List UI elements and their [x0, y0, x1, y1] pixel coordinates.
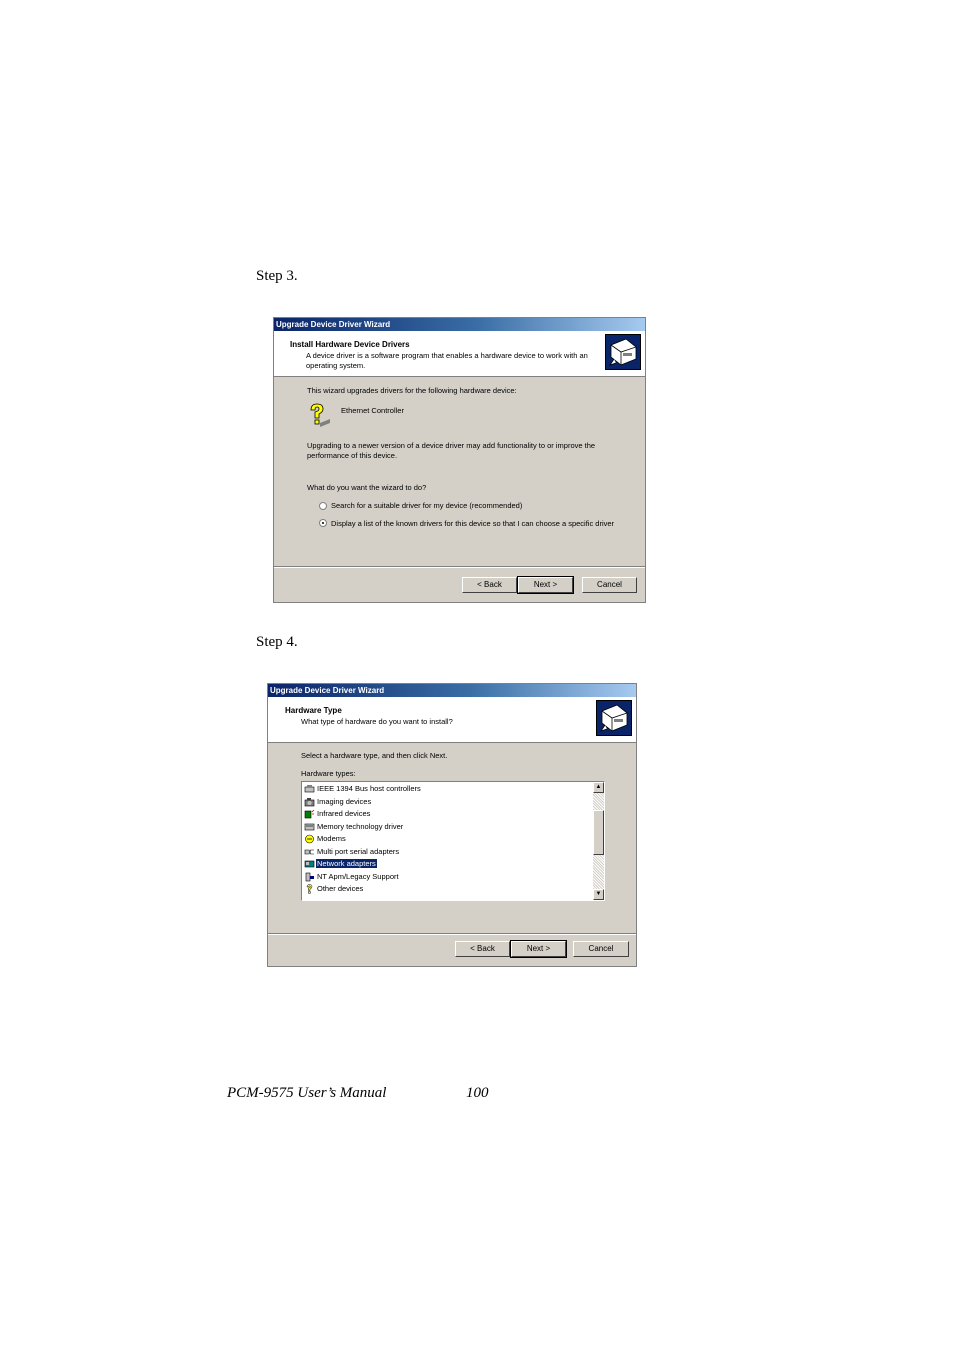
- unknown-device-icon: [307, 403, 331, 429]
- header-title: Hardware Type: [285, 706, 342, 715]
- hardware-wizard-icon: [596, 700, 632, 736]
- hardware-types-listbox[interactable]: [301, 781, 605, 901]
- back-button[interactable]: < Back: [455, 941, 510, 957]
- list-item[interactable]: Imaging devices: [304, 796, 372, 808]
- list-item[interactable]: Network adapters: [304, 858, 377, 870]
- list-item[interactable]: IEEE 1394 Bus host controllers: [304, 783, 422, 795]
- apm-icon: [304, 872, 315, 882]
- vertical-scrollbar[interactable]: [593, 782, 604, 900]
- scroll-thumb[interactable]: [593, 810, 604, 855]
- infrared-icon: [304, 809, 315, 819]
- cancel-button[interactable]: Cancel: [573, 941, 629, 957]
- list-item[interactable]: NT Apm/Legacy Support: [304, 871, 400, 883]
- display-list-radio[interactable]: [319, 519, 327, 527]
- device-name: Ethernet Controller: [341, 406, 404, 415]
- camera-icon: [304, 797, 315, 807]
- memory-card-icon: [304, 822, 315, 832]
- hardware-types-label: Hardware types:: [301, 769, 356, 778]
- list-item[interactable]: Other devices: [304, 883, 364, 895]
- next-button[interactable]: Next >: [511, 941, 566, 957]
- header-title: Install Hardware Device Drivers: [290, 340, 410, 349]
- search-driver-option-label[interactable]: Search for a suitable driver for my device (recommended): [331, 501, 523, 510]
- button-separator: [268, 933, 636, 935]
- wizard-header: [268, 697, 636, 743]
- list-item[interactable]: Modems: [304, 833, 347, 845]
- step-4-label: Step 4.: [256, 634, 298, 650]
- install-drivers-dialog: [273, 317, 646, 603]
- cancel-button[interactable]: Cancel: [582, 577, 637, 593]
- list-item[interactable]: Multi port serial adapters: [304, 846, 400, 858]
- ieee1394-icon: [304, 784, 315, 794]
- list-item[interactable]: Memory technology driver: [304, 821, 404, 833]
- modem-icon: [304, 834, 315, 844]
- page-number: 100: [466, 1085, 489, 1101]
- list-item[interactable]: Infrared devices: [304, 808, 371, 820]
- upgrade-note: Upgrading to a newer version of a device driver may add functionality to or improve the performance of this device.: [307, 441, 596, 460]
- header-subtitle: A device driver is a software program that enables a hardware device to work with an operating system.: [306, 351, 588, 370]
- hardware-wizard-icon: [605, 334, 641, 370]
- dialog-titlebar[interactable]: Upgrade Device Driver Wizard: [274, 318, 645, 331]
- search-driver-radio[interactable]: [319, 502, 327, 510]
- hardware-type-dialog: [267, 683, 637, 967]
- scroll-up-icon[interactable]: ▲: [593, 782, 604, 793]
- next-button[interactable]: Next >: [518, 577, 573, 593]
- question-icon: [304, 884, 315, 894]
- dialog-titlebar[interactable]: Upgrade Device Driver Wizard: [268, 684, 636, 697]
- display-list-option-label[interactable]: Display a list of the known drivers for this device so that I can choose a specific driver: [331, 519, 615, 528]
- wizard-header: [274, 331, 645, 377]
- wizard-intro: This wizard upgrades drivers for the following hardware device:: [307, 386, 517, 395]
- serial-adapter-icon: [304, 847, 315, 857]
- back-button[interactable]: < Back: [462, 577, 517, 593]
- scroll-down-icon[interactable]: ▼: [593, 889, 604, 900]
- network-adapter-icon: [304, 859, 315, 869]
- header-subtitle: What type of hardware do you want to install?: [301, 717, 453, 726]
- manual-title: PCM-9575 User’s Manual: [227, 1085, 387, 1101]
- button-separator: [274, 566, 645, 568]
- wizard-question: What do you want the wizard to do?: [307, 483, 427, 492]
- step-3-label: Step 3.: [256, 268, 298, 284]
- instruction-text: Select a hardware type, and then click Next.: [301, 751, 448, 760]
